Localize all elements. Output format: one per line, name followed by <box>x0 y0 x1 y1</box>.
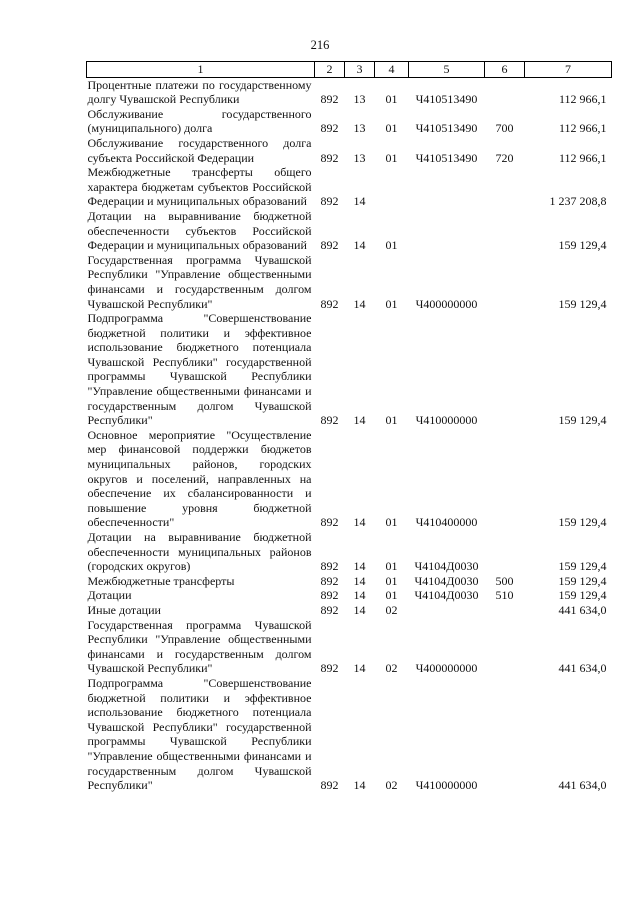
table-row <box>87 618 612 676</box>
target-item-code: Ч410513490 <box>415 150 478 165</box>
expense-type-code <box>485 77 525 107</box>
expense-type-code <box>485 209 525 253</box>
expense-type-code <box>485 165 525 209</box>
expense-type-code <box>485 428 525 530</box>
subsection-code: 01 <box>385 573 398 588</box>
amount: 441 634,0 <box>558 661 607 676</box>
table-row <box>87 107 612 136</box>
admin-code: 892 <box>320 559 339 574</box>
table-row <box>87 588 612 603</box>
target-item-code: Ч400000000 <box>415 661 478 676</box>
target-item-code <box>409 209 485 253</box>
expense-type-code: 500 <box>495 573 514 588</box>
row-name: Обслуживание государственного (муниципального) долга <box>87 106 312 136</box>
admin-code: 892 <box>320 778 339 793</box>
amount: 1 237 208,8 <box>549 194 607 209</box>
budget-table <box>86 61 612 793</box>
expense-type-code <box>485 253 525 311</box>
amount: 159 129,4 <box>558 588 607 603</box>
subsection-code: 02 <box>385 778 398 793</box>
amount: 159 129,4 <box>558 296 607 311</box>
subsection-code: 01 <box>385 559 398 574</box>
subsection-code: 01 <box>385 515 398 530</box>
admin-code: 892 <box>320 515 339 530</box>
table-row <box>87 574 612 589</box>
target-item-code: Ч410000000 <box>415 778 478 793</box>
target-item-code: Ч4104Д0030 <box>414 588 479 603</box>
expense-type-code <box>485 676 525 793</box>
admin-code: 892 <box>320 588 339 603</box>
admin-code: 892 <box>320 92 339 107</box>
subsection-code: 01 <box>385 588 398 603</box>
target-item-code: Ч410513490 <box>415 121 478 136</box>
amount: 441 634,0 <box>558 602 607 617</box>
target-item-code: Ч4104Д0030 <box>414 573 479 588</box>
table-body <box>87 77 612 793</box>
table-row <box>87 676 612 793</box>
expense-type-code: 510 <box>495 588 514 603</box>
admin-code: 892 <box>320 296 339 311</box>
amount: 159 129,4 <box>558 573 607 588</box>
column-header-5: 5 <box>409 62 485 78</box>
row-name: Дотации на выравнивание бюджетной обеспеченности субъектов Российской Федерации и муниципальных образований <box>87 208 312 253</box>
row-name: Дотации <box>87 588 132 603</box>
target-item-code <box>409 603 485 618</box>
target-item-code: Ч410000000 <box>415 413 478 428</box>
subsection-code: 01 <box>385 92 398 107</box>
section-code: 14 <box>353 602 366 617</box>
section-code: 13 <box>353 150 366 165</box>
section-code: 14 <box>353 515 366 530</box>
row-name: Процентные платежи по государственному долгу Чувашской Республики <box>87 77 312 107</box>
subsection-code: 01 <box>385 413 398 428</box>
table-row <box>87 428 612 530</box>
section-code: 14 <box>353 661 366 676</box>
row-name: Подпрограмма "Совершенствование бюджетной политики и эффективное использование бюджетного потенциала Чувашской Республики" государственной программы Чувашской Республики "Управление общественными финансами и государственным долгом Чувашской Республики" <box>87 311 312 428</box>
admin-code: 892 <box>320 602 339 617</box>
amount: 159 129,4 <box>558 413 607 428</box>
section-code: 13 <box>353 121 366 136</box>
expense-type-code <box>485 618 525 676</box>
expense-type-code: 700 <box>495 121 514 136</box>
column-header-7: 7 <box>525 62 612 78</box>
section-code: 14 <box>353 413 366 428</box>
amount: 112 966,1 <box>558 121 607 136</box>
row-name: Обслуживание государственного долга субъекта Российской Федерации <box>87 135 312 165</box>
admin-code: 892 <box>320 573 339 588</box>
table-row <box>87 136 612 165</box>
row-name: Межбюджетные трансферты <box>87 573 235 588</box>
section-code: 13 <box>353 92 366 107</box>
section-code: 14 <box>353 238 366 253</box>
expense-type-code: 720 <box>495 150 514 165</box>
header-row <box>87 62 612 78</box>
admin-code: 892 <box>320 413 339 428</box>
table-row <box>87 165 612 209</box>
table-row <box>87 530 612 574</box>
target-item-code <box>409 165 485 209</box>
target-item-code: Ч410513490 <box>415 92 478 107</box>
admin-code: 892 <box>320 121 339 136</box>
column-header-4: 4 <box>375 62 409 78</box>
row-name: Иные дотации <box>87 602 161 617</box>
row-name: Подпрограмма "Совершенствование бюджетной политики и эффективное использование бюджетного потенциала Чувашской Республики" государственной программы Чувашской Республики "Управление общественными финансами и государственным долгом Чувашской Республики" <box>87 675 312 793</box>
target-item-code: Ч410400000 <box>415 515 478 530</box>
amount: 159 129,4 <box>558 559 607 574</box>
subsection-code: 01 <box>385 150 398 165</box>
table-row <box>87 209 612 253</box>
table-row <box>87 253 612 311</box>
expense-type-code <box>485 603 525 618</box>
amount: 159 129,4 <box>558 515 607 530</box>
page-number: 216 <box>310 38 330 52</box>
subsection-code: 01 <box>385 121 398 136</box>
table-row <box>87 311 612 428</box>
admin-code: 892 <box>320 194 339 209</box>
amount: 112 966,1 <box>558 150 607 165</box>
target-item-code: Ч4104Д0030 <box>414 559 479 574</box>
section-code: 14 <box>353 573 366 588</box>
amount: 441 634,0 <box>558 778 607 793</box>
row-name: Государственная программа Чувашской Республики "Управление общественными финансами и государственным долгом Чувашской Республики" <box>87 252 312 311</box>
subsection-code: 02 <box>385 602 398 617</box>
column-header-3: 3 <box>345 62 375 78</box>
amount: 112 966,1 <box>558 92 607 107</box>
row-name: Основное мероприятие "Осуществление мер финансовой поддержки бюджетов муниципальных районов, городских округов и поселений, направленных на обеспечение их сбалансированности и повышение уровня бюджетной обеспеченности" <box>87 427 312 530</box>
subsection-code <box>375 165 409 209</box>
row-name: Дотации на выравнивание бюджетной обеспеченности муниципальных районов (городских округов) <box>87 530 312 574</box>
table-row <box>87 603 612 618</box>
column-header-2: 2 <box>315 62 345 78</box>
column-header-6: 6 <box>485 62 525 78</box>
target-item-code: Ч400000000 <box>415 296 478 311</box>
amount: 159 129,4 <box>558 238 607 253</box>
row-name: Государственная программа Чувашской Республики "Управление общественными финансами и государственным долгом Чувашской Республики" <box>87 617 312 676</box>
column-header-1: 1 <box>87 62 315 78</box>
section-code: 14 <box>353 778 366 793</box>
subsection-code: 01 <box>385 296 398 311</box>
admin-code: 892 <box>320 238 339 253</box>
admin-code: 892 <box>320 150 339 165</box>
subsection-code: 02 <box>385 661 398 676</box>
row-name: Межбюджетные трансферты общего характера бюджетам субъектов Российской Федерации и муниципальных образований <box>87 165 312 209</box>
expense-type-code <box>485 311 525 428</box>
subsection-code: 01 <box>385 238 398 253</box>
section-code: 14 <box>353 559 366 574</box>
admin-code: 892 <box>320 661 339 676</box>
section-code: 14 <box>353 588 366 603</box>
section-code: 14 <box>353 194 366 209</box>
table-row <box>87 77 612 107</box>
expense-type-code <box>485 530 525 574</box>
section-code: 14 <box>353 296 366 311</box>
